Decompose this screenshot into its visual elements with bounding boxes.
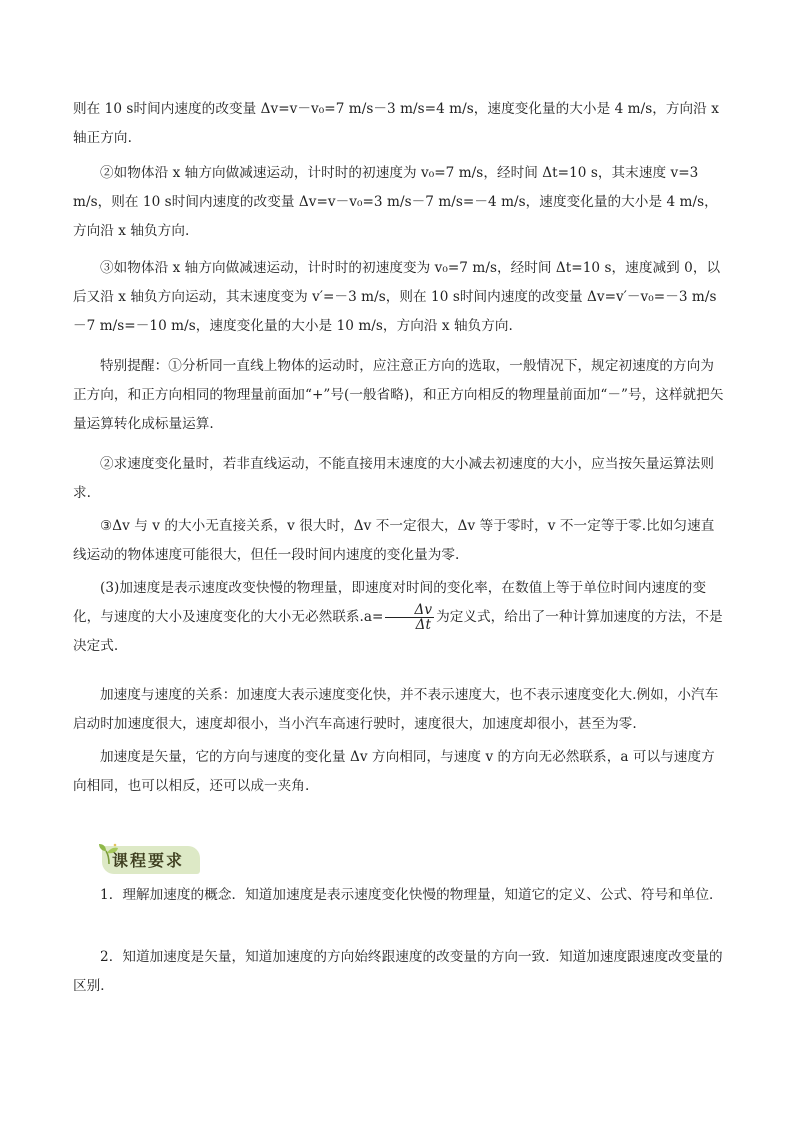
requirement-item-1: 1．理解加速度的概念．知道加速度是表示速度变化快慢的物理量，知道它的定义、公式、符号和单位． (100, 887, 723, 903)
paragraph-vector-operation: ②求速度变化量时，若非直线运动，不能直接用末速度的大小减去初速度的大小，应当按矢量运算法则求. (73, 456, 714, 501)
paragraph-special-reminder: 特别提醒：①分析同一直线上物体的运动时，应注意正方向的选取，一般情况下，规定初速度的方向为正方向，和正方向相同的物理量前面加“+”号(一般省略)，和正方向相反的物理量前面加“－”号，这样就把矢量运算转化成标量运算. (73, 358, 724, 432)
definition-text-before: (3)加速度是表示速度改变快慢的物理量，即速度对时间的变化率，在数值上等于单位时间内速度的变化，与速度的大小及速度变化的大小无必然联系.a= (73, 580, 707, 625)
requirement-item-2: 2．知道加速度是矢量，知道加速度的方向始终跟速度的改变量的方向一致．知道加速度跟速度改变量的区别． (73, 949, 723, 994)
paragraph-reverse-motion-example: ③如物体沿 x 轴方向做减速运动，计时时的初速度变为 v₀=7 m/s，经时间 Δt=10 s，速度减到 0，以后又沿 x 轴负方向运动，其末速度变为 v′=－3 m/s，则在 10 s时间内速度的改变量 Δv=v′－v₀=－3 m/s－7 m/s=－10 m/s，速度变化量的大小是 10 m/s，方向沿 x 轴负方向. (73, 260, 721, 334)
paragraph-dv-v-relation: ③Δv 与 v 的大小无直接关系，v 很大时，Δv 不一定很大，Δv 等于零时，v 不一定等于零.比如匀速直线运动的物体速度可能很大，但任一段时间内速度的变化量为零. (73, 518, 715, 563)
paragraph-acceleration-definition (73, 574, 725, 661)
paragraph-acceleration-vector: 加速度是矢量，它的方向与速度的变化量 Δv 方向相同，与速度 v 的方向无必然联系，a 可以与速度方向相同，也可以相反，还可以成一夹角. (73, 749, 715, 794)
definition-text-after: 为定义式，给出了一种计算加速度的方法，不是决定式. (73, 609, 723, 654)
section-title: 课程要求 (112, 851, 185, 870)
paragraph-acceleration-velocity-relation: 加速度与速度的关系：加速度大表示速度变化快，并不表示速度大，也不表示速度变化大.例如，小汽车启动时加速度很大，速度却很小，当小汽车高速行驶时，速度很大，加速度却很小，甚至为零. (73, 687, 719, 732)
section-heading-badge (96, 842, 204, 876)
fraction-denominator: Δt (415, 617, 431, 633)
fraction-numerator: Δv (385, 603, 434, 618)
paragraph-deceleration-example: ②如物体沿 x 轴方向做减速运动，计时时的初速度为 v₀=7 m/s，经时间 Δt=10 s，其末速度 v=3 m/s，则在 10 s时间内速度的改变量 Δv=v－v₀=3 m/s－7 m/s=－4 m/s，速度变化量的大小是 4 m/s，方向沿 x 轴负方向. (73, 165, 718, 239)
paragraph-velocity-change-positive: 则在 10 s时间内速度的改变量 Δv=v－v₀=7 m/s－3 m/s=4 m/s，速度变化量的大小是 4 m/s，方向沿 x 轴正方向. (73, 101, 719, 146)
acceleration-fraction (385, 603, 434, 632)
